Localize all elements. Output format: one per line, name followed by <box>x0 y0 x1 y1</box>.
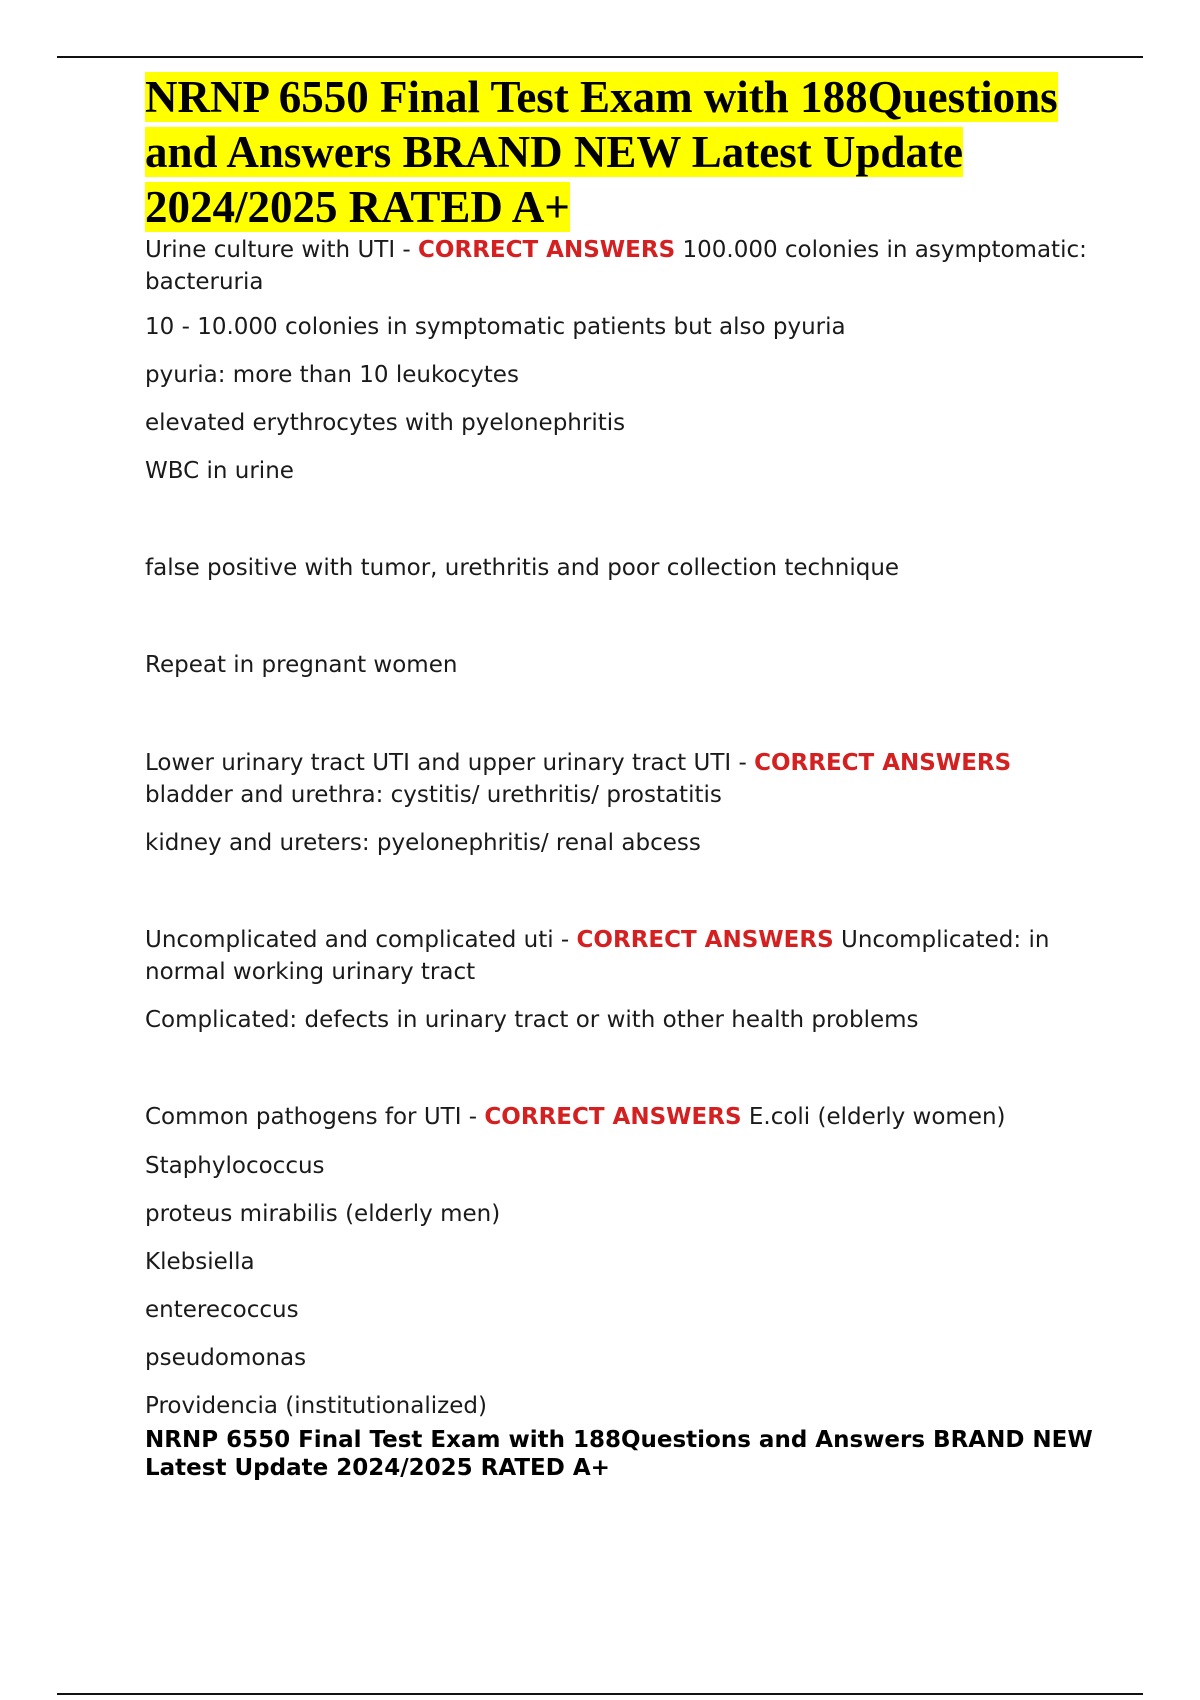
answer-text: 100.000 colonies in asymptomatic: bacteruria <box>145 237 1087 295</box>
correct-answers-marker: CORRECT ANSWERS <box>576 927 834 953</box>
question-text: Common pathogens for UTI - <box>145 1104 485 1130</box>
document-body <box>145 70 1100 1482</box>
answer-line: pseudomonas <box>145 1345 307 1371</box>
document-title-text: NRNP 6550 Final Test Exam with 188Questions and Answers BRAND NEW Latest Update 2024/2025 RATED A+ <box>145 72 1058 232</box>
question-line <box>145 924 1100 988</box>
answer-text: E.coli (elderly women) <box>741 1104 1006 1130</box>
answer-line: false positive with tumor, urethritis and poor collection technique <box>145 555 900 581</box>
footer-title: NRNP 6550 Final Test Exam with 188Questions and Answers BRAND NEW Latest Update 2024/2025 RATED A+ <box>145 1427 1093 1481</box>
question-line <box>145 234 1100 298</box>
answer-line: Klebsiella <box>145 1249 255 1275</box>
answer-line: WBC in urine <box>145 458 294 484</box>
qa-item-uncomplicated-complicated <box>145 924 1100 1036</box>
answer-text: Uncomplicated: in normal working urinary tract <box>145 927 1050 985</box>
correct-answers-marker: CORRECT ANSWERS <box>484 1104 742 1130</box>
answer-line: proteus mirabilis (elderly men) <box>145 1201 501 1227</box>
correct-answers-marker: CORRECT ANSWERS <box>418 237 676 263</box>
answer-line: enterecoccus <box>145 1297 299 1323</box>
document-title <box>145 70 1100 235</box>
answer-line: bladder and urethra: cystitis/ urethritis/ prostatitis <box>145 782 722 808</box>
answer-line: Staphylococcus <box>145 1153 325 1179</box>
answer-line: 10 - 10.000 colonies in symptomatic patients but also pyuria <box>145 314 846 340</box>
question-text: Urine culture with UTI - <box>145 237 419 263</box>
qa-item-urine-culture <box>145 234 1100 681</box>
correct-answers-marker: CORRECT ANSWERS <box>754 750 1012 776</box>
answer-line: Repeat in pregnant women <box>145 652 458 678</box>
qa-item-urinary-tract <box>145 747 1100 859</box>
answer-line: elevated erythrocytes with pyelonephritis <box>145 410 626 436</box>
answer-line: kidney and ureters: pyelonephritis/ renal abcess <box>145 830 701 856</box>
answer-line: Complicated: defects in urinary tract or with other health problems <box>145 1007 919 1033</box>
top-rule <box>57 56 1143 58</box>
question-text: Lower urinary tract UTI and upper urinary tract UTI - <box>145 750 755 776</box>
question-line <box>145 1101 1100 1133</box>
bottom-rule <box>57 1693 1143 1695</box>
answer-line: pyuria: more than 10 leukocytes <box>145 362 519 388</box>
answer-line: Providencia (institutionalized) <box>145 1393 487 1419</box>
question-line <box>145 747 1100 779</box>
qa-item-common-pathogens <box>145 1101 1100 1422</box>
question-text: Uncomplicated and complicated uti - <box>145 927 577 953</box>
